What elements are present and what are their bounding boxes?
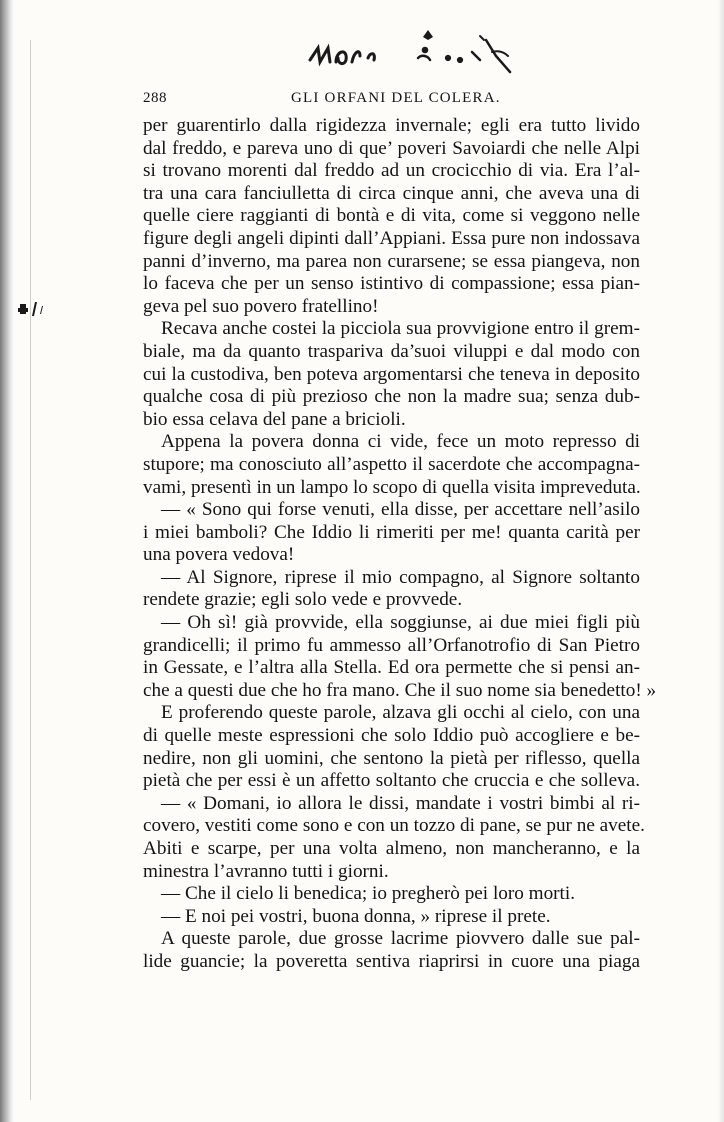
text-line: si trovano morenti dal freddo ad un crocicchio di via. Era l’al- <box>143 160 640 182</box>
text-line: di quelle meste espressioni che solo Iddio può accogliere e be- <box>143 725 640 747</box>
text-line: lide guancie; la poveretta sentiva riaprirsi in cuore una piaga <box>143 950 640 972</box>
text-line: nedire, non gli uomini, che sentono la pietà per riflesso, quella <box>143 747 640 769</box>
body-text <box>143 115 657 974</box>
page-right-edge <box>718 0 724 1122</box>
text-line: geva pel suo povero fratellino! <box>143 295 379 317</box>
text-line: — « Domani, io allora le dissi, mandate i vostri bimbi al ri- <box>161 792 640 814</box>
text-line: covero, vestiti come sono e con un tozzo di pane, se pur ne avete. <box>143 815 645 837</box>
page-number: 288 <box>143 90 167 106</box>
text-line: quelle ciere raggianti di bontà e di vita, come si veggono nelle <box>143 205 640 227</box>
text-line: biale, ma da quanto traspariva da’suoi viluppi e dal modo con <box>143 340 640 362</box>
text-line: dal freddo, e pareva uno di que’ poveri Savoiardi che nelle Alpi <box>143 137 640 159</box>
text-line: per guarentirlo dalla rigidezza invernale; egli era tutto livido <box>143 115 640 136</box>
text-line: rendete grazie; egli solo vede e provvede. <box>143 589 463 611</box>
running-title: GLI ORFANI DEL COLERA. <box>291 90 501 106</box>
handwritten-scribble-icon <box>300 22 540 82</box>
text-line: in Gessate, e l’altra alla Stella. Ed ora permette che si pensi an- <box>143 657 640 679</box>
text-line: pietà che per essi è un affetto soltanto che cruccia e che solleva. <box>143 770 640 792</box>
margin-pencil-mark-icon <box>18 298 48 320</box>
text-line: cui la custodiva, ben poteva argomentarsi che teneva in deposito <box>143 363 640 385</box>
text-line: qualche cosa di più prezioso che non la madre sua; senza dub- <box>143 386 640 408</box>
text-line: lo faceva che per un senso istintivo di compassione; essa pian- <box>143 273 640 295</box>
text-line: E proferendo queste parole, alzava gli occhi al cielo, con una <box>161 702 640 724</box>
text-line: vami, presentì in un lampo lo scopo di quella visita impreveduta. <box>143 476 641 498</box>
text-line: bio essa celava del pane a bricioli. <box>143 408 406 430</box>
text-line: — Che il cielo li benedica; io pregherò pei loro morti. <box>161 883 576 905</box>
text-line: che a questi due che ho fra mano. Che il suo nome sia benedetto! » <box>143 679 657 701</box>
text-line: panni d’inverno, ma parea non curarsene; se essa piangeva, non <box>143 250 640 272</box>
text-line: — Oh sì! già provvide, ella soggiunse, ai due miei figli più <box>161 612 640 634</box>
text-line: minestra l’avranno tutti i giorni. <box>143 860 389 882</box>
text-line: grandicelli; il primo fu ammesso all’Orfanotrofio di San Pietro <box>143 634 640 656</box>
text-line: Recava anche costei la picciola sua provvigione entro il grem- <box>161 318 640 340</box>
text-line: — Al Signore, riprese il mio compagno, al Signore soltanto <box>161 566 640 588</box>
text-line: A queste parole, due grosse lacrime piovvero dalle sue pal- <box>161 928 640 950</box>
text-line: tra una cara fanciulletta di circa cinque anni, che aveva una di <box>143 182 640 204</box>
page-fold-line <box>30 40 31 1100</box>
text-line: Appena la povera donna ci vide, fece un moto represso di <box>161 431 640 453</box>
text-line: figure degli angeli dipinti dall’Appiani. Essa pure non indossava <box>143 227 640 249</box>
text-line: Abiti e scarpe, per una volta almeno, non mancheranno, e la <box>143 838 640 859</box>
page-header <box>143 90 640 112</box>
text-line: stupore; ma conosciuto all’aspetto il sacerdote che accompagna- <box>143 453 640 475</box>
text-line: — E noi pei vostri, buona donna, » riprese il prete. <box>161 905 551 927</box>
text-line: i miei bamboli? Che Iddio li rimeriti per me! quanta carità per <box>143 521 640 543</box>
text-line: una povera vedova! <box>143 544 295 566</box>
spine-shadow <box>0 0 14 1122</box>
text-line: — « Sono qui forse venuti, ella disse, per accettare nell’asilo <box>161 499 640 521</box>
